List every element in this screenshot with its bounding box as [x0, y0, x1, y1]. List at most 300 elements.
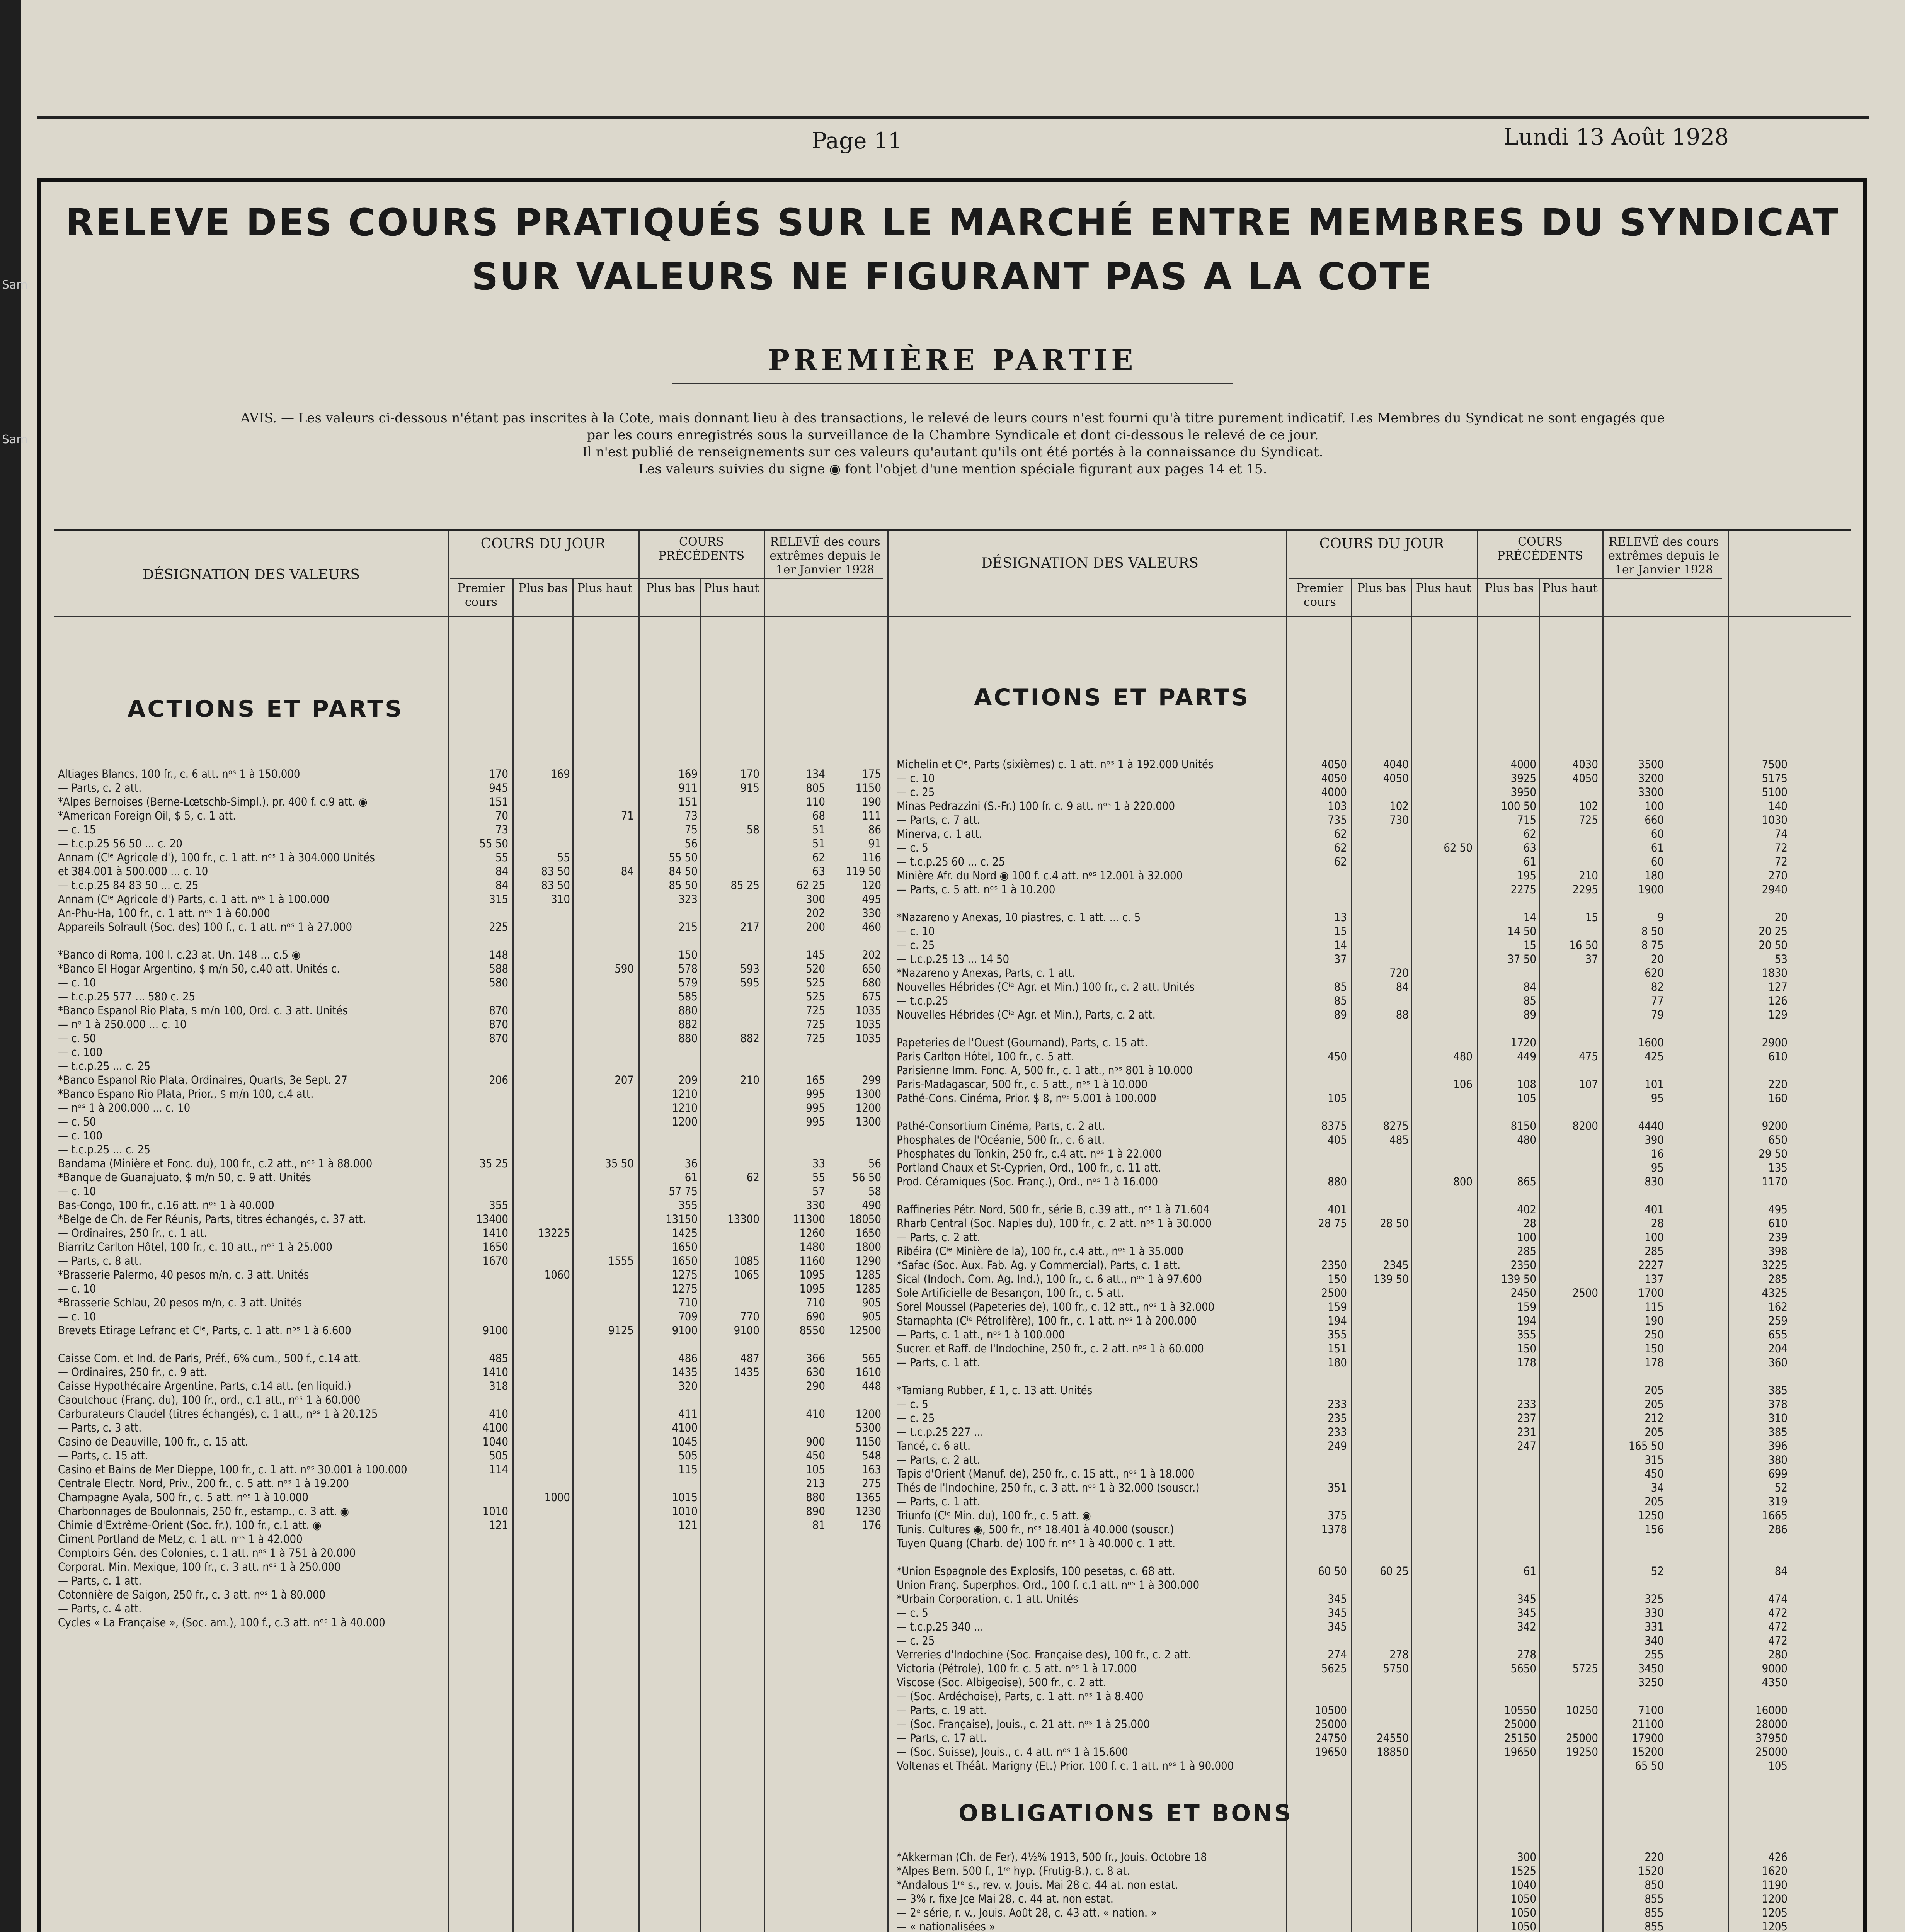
releve-bas-value: 17900 — [1632, 1731, 1664, 1745]
prec-bas-value: 215 — [678, 920, 698, 934]
releve-bas-value: 880 — [806, 1491, 825, 1504]
releve-haut-value: 1285 — [855, 1282, 881, 1295]
releve-haut-value: 126 — [1768, 994, 1788, 1007]
releve-haut-value: 111 — [862, 809, 881, 822]
premier-cours-value: 15 — [1334, 925, 1347, 938]
security-designation: Champagne Ayala, 500 fr., c. 5 att. nᵒˢ 1 à 10.000 — [58, 1491, 308, 1504]
premier-cours-value: 148 — [489, 948, 508, 961]
releve-bas-value: 150 — [1645, 1342, 1664, 1355]
releve-haut-value: 91 — [868, 837, 881, 850]
security-designation: — Parts, c. 5 att. nᵒˢ 1 à 10.200 — [897, 883, 1055, 896]
security-designation: — c. 50 — [58, 1032, 96, 1045]
prec-bas-value: 1210 — [672, 1101, 698, 1114]
releve-bas-value: 725 — [806, 1004, 825, 1017]
security-designation: — c. 100 — [58, 1046, 103, 1059]
prec-haut-value: 8200 — [1572, 1119, 1598, 1133]
premier-cours-value: 345 — [1328, 1592, 1347, 1605]
releve-bas-value: 3450 — [1638, 1662, 1664, 1675]
releve-bas-value: 330 — [806, 1199, 825, 1212]
releve-bas-value: 134 — [806, 767, 825, 781]
releve-bas-value: 115 — [1645, 1300, 1664, 1313]
releve-haut-value: 20 25 — [1759, 925, 1788, 938]
releve-haut-value: 1035 — [855, 1004, 881, 1017]
prec-bas-value: 14 — [1523, 911, 1536, 924]
releve-bas-value: 255 — [1645, 1648, 1664, 1661]
releve-bas-value: 3250 — [1638, 1676, 1664, 1689]
releve-haut-value: 163 — [862, 1463, 881, 1476]
security-designation: — « nationalisées » — [897, 1920, 996, 1932]
premier-cours-value: 945 — [489, 781, 508, 794]
table-row — [58, 878, 885, 892]
releve-bas-value: 450 — [806, 1449, 825, 1462]
premier-cours-value: 4050 — [1321, 758, 1347, 771]
releve-bas-value: 660 — [1645, 813, 1664, 827]
prec-bas-value: 1435 — [672, 1366, 698, 1379]
security-designation: — Parts, c. 8 att. — [58, 1254, 142, 1267]
plus-bas-value: 485 — [1389, 1133, 1409, 1146]
premier-cours-value: 345 — [1328, 1606, 1347, 1619]
security-designation: Verreries d'Indochine (Soc. Française des), 100 fr., c. 2 att. — [897, 1648, 1192, 1661]
releve-bas-value: 620 — [1645, 966, 1664, 980]
table-row — [58, 1560, 885, 1574]
releve-haut-value: 20 50 — [1759, 939, 1788, 952]
table-row — [897, 1892, 1847, 1906]
releve-haut-value: 127 — [1768, 980, 1788, 993]
prec-bas-value: 100 — [1517, 1231, 1536, 1244]
premier-cours-value: 62 — [1334, 827, 1347, 840]
releve-bas-value: 28 — [1651, 1217, 1664, 1230]
prec-bas-value: 1650 — [672, 1254, 698, 1267]
premier-cours-value: 1378 — [1321, 1523, 1347, 1536]
releve-haut-value: 29 50 — [1759, 1147, 1788, 1160]
releve-bas-value: 77 — [1651, 994, 1664, 1007]
premier-cours-value: 55 50 — [479, 837, 508, 850]
table-row — [58, 1017, 885, 1031]
premier-cours-value: 89 — [1334, 1008, 1347, 1021]
premier-cours-value: 170 — [489, 767, 508, 781]
releve-bas-value: 1520 — [1638, 1864, 1664, 1878]
prec-bas-value: 9100 — [672, 1324, 698, 1337]
releve-bas-value: 1900 — [1638, 883, 1664, 896]
security-designation: — nᵒ 1 à 250.000 ... c. 10 — [58, 1018, 187, 1031]
table-row — [58, 850, 885, 864]
prec-bas-value: 1720 — [1510, 1036, 1536, 1049]
premier-cours-value: 151 — [1328, 1342, 1347, 1355]
releve-haut-value: 116 — [862, 851, 881, 864]
prec-bas-value: 278 — [1517, 1648, 1536, 1661]
prec-bas-value: 911 — [678, 781, 698, 794]
security-designation: — c. 10 — [897, 772, 935, 785]
releve-haut-value: 7500 — [1762, 758, 1788, 771]
releve-bas-value: 340 — [1645, 1634, 1664, 1647]
plus-bas-value: 310 — [551, 893, 570, 906]
plus-haut-value: 84 — [621, 865, 634, 878]
table-row — [897, 1063, 1847, 1077]
security-designation: *Andalous 1ʳᵉ s., rev. v. Jouis. Mai 28 c. 44 at. non estat. — [897, 1878, 1178, 1891]
table-row — [897, 1119, 1847, 1133]
releve-haut-value: 1300 — [855, 1115, 881, 1128]
premier-cours-value: 410 — [489, 1407, 508, 1420]
releve-bas-value: 995 — [806, 1101, 825, 1114]
security-designation: — c. 5 — [897, 1398, 928, 1411]
premier-cours-value: 249 — [1328, 1439, 1347, 1452]
releve-haut-value: 330 — [862, 906, 881, 920]
table-row — [58, 1143, 885, 1156]
left-section-title: ACTIONS ET PARTS — [128, 696, 404, 723]
security-designation: Starnaphta (Cⁱᵉ Pétrolifère), 100 fr., c. 1 att. nᵒˢ 1 à 200.000 — [897, 1314, 1197, 1327]
releve-haut-value: 1290 — [855, 1254, 881, 1267]
releve-bas-value: 62 — [812, 851, 825, 864]
releve-bas-value: 60 — [1651, 827, 1664, 840]
table-row — [897, 841, 1847, 855]
premier-cours-value: 225 — [489, 920, 508, 934]
releve-haut-value: 650 — [862, 962, 881, 975]
table-row — [58, 892, 885, 906]
prec-bas-value: 209 — [678, 1073, 698, 1087]
security-designation: — c. 50 — [58, 1115, 96, 1128]
releve-haut-value: 565 — [862, 1352, 881, 1365]
premier-cours-value: 10500 — [1315, 1704, 1347, 1717]
security-designation: Prod. Céramiques (Soc. Franç.), Ord., nᵒˢ 1 à 16.000 — [897, 1175, 1158, 1188]
releve-haut-value: 119 50 — [846, 865, 881, 878]
table-row — [897, 910, 1847, 924]
security-designation: Raffineries Pétr. Nord, 500 fr., série B, c.39 att., nᵒˢ 1 à 71.604 — [897, 1203, 1210, 1216]
releve-bas-value: 630 — [806, 1366, 825, 1379]
table-row — [58, 906, 885, 920]
releve-bas-value: 855 — [1645, 1906, 1664, 1919]
table-row — [897, 1634, 1847, 1648]
releve-haut-value: 610 — [1768, 1050, 1788, 1063]
security-designation: — Parts, c. 2 att. — [897, 1231, 981, 1244]
table-row — [58, 1407, 885, 1421]
releve-bas-value: 330 — [1645, 1606, 1664, 1619]
security-designation: et 384.001 à 500.000 ... c. 10 — [58, 865, 208, 878]
releve-haut-value: 5175 — [1762, 772, 1788, 785]
plus-bas-value: 24550 — [1377, 1731, 1409, 1745]
prec-bas-value: 247 — [1517, 1439, 1536, 1452]
table-row — [897, 1147, 1847, 1161]
prec-bas-value: 231 — [1517, 1425, 1536, 1439]
table-row — [897, 1453, 1847, 1467]
releve-haut-value: 20 — [1774, 911, 1788, 924]
prec-haut-value: 170 — [740, 767, 759, 781]
releve-haut-value: 385 — [1768, 1425, 1788, 1439]
releve-bas-value: 3200 — [1638, 772, 1664, 785]
releve-haut-value: 1035 — [855, 1018, 881, 1031]
prec-bas-value: 2275 — [1510, 883, 1536, 896]
security-designation: Viscose (Soc. Albigeoise), 500 fr., c. 2 att. — [897, 1676, 1106, 1689]
prec-haut-value: 16 50 — [1569, 939, 1598, 952]
security-designation: Ribéira (Cⁱᵉ Minière de la), 100 fr., c.4 att., nᵒˢ 1 à 35.000 — [897, 1245, 1184, 1258]
releve-bas-value: 101 — [1645, 1078, 1664, 1091]
prec-bas-value: 1050 — [1510, 1920, 1536, 1932]
plus-bas-value: 1060 — [544, 1268, 570, 1281]
plus-bas-value: 84 — [1396, 980, 1409, 993]
releve-haut-value: 1170 — [1762, 1175, 1788, 1188]
releve-bas-value: 690 — [806, 1310, 825, 1323]
security-designation: *Alpes Bernoises (Berne-Lœtschb-Simpl.), pr. 400 f. c.9 att. ◉ — [58, 795, 368, 808]
security-designation: *Union Espagnole des Explosifs, 100 pesetas, c. 68 att. — [897, 1565, 1175, 1578]
releve-haut-value: 426 — [1768, 1850, 1788, 1864]
table-row — [897, 1342, 1847, 1355]
prec-bas-value: 55 50 — [669, 851, 698, 864]
prec-haut-value: 1085 — [734, 1254, 759, 1267]
prec-haut-value: 210 — [1579, 869, 1598, 882]
security-designation: — t.c.p.25 227 ... — [897, 1425, 984, 1439]
security-designation: — c. 10 — [58, 1282, 96, 1295]
releve-haut-value: 490 — [862, 1199, 881, 1212]
plus-bas-value: 13225 — [538, 1226, 570, 1240]
table-row — [897, 1425, 1847, 1439]
releve-bas-value: 34 — [1651, 1481, 1664, 1494]
releve-bas-value: 51 — [812, 823, 825, 836]
prec-bas-value: 355 — [1517, 1328, 1536, 1341]
security-designation: Paris-Madagascar, 500 fr., c. 5 att., nᵒˢ 1 à 10.000 — [897, 1078, 1148, 1091]
security-designation: *Safac (Soc. Aux. Fab. Ag. y Commercial), Parts, c. 1 att. — [897, 1259, 1181, 1272]
security-designation: *Banco Espano Rio Plata, Prior., $ m/n 100, c.4 att. — [58, 1087, 314, 1100]
prec-haut-value: 9100 — [734, 1324, 759, 1337]
security-designation: Tuyen Quang (Charb. de) 100 fr. nᵒˢ 1 à 40.000 c. 1 att. — [897, 1537, 1176, 1550]
table-row — [58, 1532, 885, 1546]
releve-haut-value: 3225 — [1762, 1259, 1788, 1272]
table-row — [58, 837, 885, 850]
table-row — [897, 1286, 1847, 1300]
prec-bas-value: 10550 — [1504, 1704, 1536, 1717]
security-designation: — Ordinaires, 250 fr., c. 1 att. — [58, 1226, 207, 1240]
premier-cours-value: 4050 — [1321, 772, 1347, 785]
premier-cours-value: 274 — [1328, 1648, 1347, 1661]
premier-cours-value: 315 — [489, 893, 508, 906]
table-row — [897, 1592, 1847, 1606]
notice-line: AVIS. — Les valeurs ci-dessous n'étant pas inscrites à la Cote, mais donnant lieu à des transactions, le relevé de leurs cours n'est fourni qu'à titre purement indicatif. Les Membres du Syndicat ne sont engagés que — [240, 410, 1665, 426]
table-row — [897, 771, 1847, 785]
table-row — [58, 1045, 885, 1059]
security-designation: Tapis d'Orient (Manuf. de), 250 fr., c. 15 att., nᵒˢ 1 à 18.000 — [897, 1467, 1195, 1480]
releve-bas-value: 20 — [1651, 952, 1664, 966]
prec-bas-value: 115 — [678, 1463, 698, 1476]
edge-label: Sam — [2, 278, 28, 292]
prec-bas-value: 150 — [1517, 1342, 1536, 1355]
prec-bas-value: 4000 — [1510, 758, 1536, 771]
releve-haut-value: 105 — [1768, 1759, 1788, 1772]
releve-haut-value: 52 — [1774, 1481, 1788, 1494]
header-sub-rule — [450, 578, 883, 579]
prec-bas-value: 4100 — [672, 1421, 698, 1434]
table-row — [58, 1226, 885, 1240]
premier-cours-value: 73 — [495, 823, 508, 836]
releve-bas-value: 1095 — [799, 1282, 825, 1295]
partie-rule — [672, 383, 1233, 384]
releve-haut-value: 176 — [862, 1519, 881, 1532]
premier-cours-value: 1670 — [482, 1254, 508, 1267]
table-row — [897, 1328, 1847, 1342]
table-row — [58, 1101, 885, 1115]
premier-cours-value: 1010 — [482, 1505, 508, 1518]
security-designation: — nᵒˢ 1 à 200.000 ... c. 10 — [58, 1101, 191, 1114]
releve-haut-value: 140 — [1768, 799, 1788, 813]
security-designation: Corporat. Min. Mexique, 100 fr., c. 3 att. nᵒˢ 1 à 250.000 — [58, 1560, 341, 1573]
table-row — [897, 1258, 1847, 1272]
prec-bas-value: 19650 — [1504, 1745, 1536, 1759]
prec-haut-value: 10250 — [1566, 1704, 1598, 1717]
security-designation: — c. 25 — [897, 1634, 935, 1647]
table-row — [897, 813, 1847, 827]
releve-haut-value: 175 — [862, 767, 881, 781]
releve-haut-value: 360 — [1768, 1356, 1788, 1369]
premier-cours-value: 580 — [489, 976, 508, 989]
center-rule — [887, 531, 889, 1932]
plus-bas-value: 83 50 — [541, 865, 570, 878]
prec-haut-value: 19250 — [1566, 1745, 1598, 1759]
table-row — [58, 1476, 885, 1490]
table-row — [897, 924, 1847, 938]
cours-jour-header: COURS DU JOUR — [1319, 536, 1444, 552]
table-row — [897, 1675, 1847, 1689]
prec-bas-value: 1015 — [672, 1491, 698, 1504]
prec-bas-value: 14 50 — [1507, 925, 1536, 938]
releve-bas-value: 525 — [806, 990, 825, 1003]
releve-bas-value: 15200 — [1632, 1745, 1664, 1759]
premier-cours-value: 1040 — [482, 1435, 508, 1448]
security-designation: *Belge de Ch. de Fer Réunis, Parts, titres échangés, c. 37 att. — [58, 1213, 366, 1226]
prec-bas-value: 75 — [684, 823, 698, 836]
releve-haut-value: 680 — [862, 976, 881, 989]
table-row — [897, 1175, 1847, 1189]
premier-cours-value: 318 — [489, 1379, 508, 1393]
prec-haut-value: 915 — [740, 781, 759, 794]
obligations-section-title: OBLIGATIONS ET BONS — [958, 1800, 1293, 1827]
prec-haut-header: Plus haut — [704, 582, 759, 595]
table-row — [897, 1564, 1847, 1578]
releve-haut-value: 120 — [862, 879, 881, 892]
releve-haut-value: 5300 — [855, 1421, 881, 1434]
security-designation: *Nazareno y Anexas, 10 piastres, c. 1 att. ... c. 5 — [897, 911, 1141, 924]
releve-haut-value: 202 — [862, 948, 881, 961]
prec-bas-value: 8150 — [1510, 1119, 1536, 1133]
prec-bas-value: 880 — [678, 1004, 698, 1017]
security-designation: Charbonnages de Boulonnais, 250 fr., estamp., c. 3 att. ◉ — [58, 1505, 349, 1518]
releve-bas-value: 830 — [1645, 1175, 1664, 1188]
releve-haut-value: 1230 — [855, 1505, 881, 1518]
premier-cours-value: 870 — [489, 1032, 508, 1045]
prec-bas-value: 13150 — [666, 1213, 698, 1226]
right-section-title: ACTIONS ET PARTS — [974, 684, 1250, 711]
prec-bas-value: 2450 — [1510, 1286, 1536, 1299]
security-designation: Altiages Blancs, 100 fr., c. 6 att. nᵒˢ 1 à 150.000 — [58, 767, 300, 781]
security-designation: Caisse Com. et Ind. de Paris, Préf., 6% cum., 500 f., c.14 att. — [58, 1352, 361, 1365]
table-row — [897, 1161, 1847, 1175]
releve-bas-value: 850 — [1645, 1878, 1664, 1891]
prec-bas-value: 89 — [1523, 1008, 1536, 1021]
releve-bas-value: 21100 — [1632, 1718, 1664, 1731]
releve-bas-value: 1700 — [1638, 1286, 1664, 1299]
premier-cours-value: 1650 — [482, 1240, 508, 1253]
releve-bas-value: 60 — [1651, 855, 1664, 868]
releve-haut-value: 56 50 — [852, 1171, 881, 1184]
security-designation: Cycles « La Française », (Soc. am.), 100 f., c.3 att. nᵒˢ 1 à 40.000 — [58, 1616, 385, 1629]
prec-haut-value: 593 — [740, 962, 759, 975]
premier-cours-value: 25000 — [1315, 1718, 1347, 1731]
security-designation: Pathé-Consortium Cinéma, Parts, c. 2 att. — [897, 1119, 1105, 1133]
security-designation: Sorel Moussel (Papeteries de), 100 fr., c. 12 att., nᵒˢ 1 à 32.000 — [897, 1300, 1215, 1313]
releve-haut-value: 1205 — [1762, 1906, 1788, 1919]
releve-bas-value: 725 — [806, 1032, 825, 1045]
releve-haut-value: 160 — [1768, 1092, 1788, 1105]
table-row — [897, 1091, 1847, 1105]
plus-haut-value: 207 — [615, 1073, 634, 1087]
security-designation: Voltenas et Théât. Marigny (Et.) Prior. 100 f. c. 1 att. nᵒˢ 1 à 90.000 — [897, 1759, 1234, 1772]
plus-bas-value: 18850 — [1377, 1745, 1409, 1759]
security-designation: Appareils Solrault (Soc. des) 100 f., c. 1 att. nᵒˢ 1 à 27.000 — [58, 920, 352, 934]
security-designation: — Parts, c. 1 att. — [897, 1356, 981, 1369]
designation-header: DÉSIGNATION DES VALEURS — [142, 567, 360, 583]
releve-haut-value: 270 — [1768, 869, 1788, 882]
header-bottom-rule — [54, 616, 1851, 617]
table-row — [58, 1212, 885, 1226]
security-designation: *Brasserie Palermo, 40 pesos m/n, c. 3 att. Unités — [58, 1268, 309, 1281]
table-row — [897, 1920, 1847, 1932]
obligations-table-body — [897, 1850, 1847, 1932]
security-designation: Comptoirs Gén. des Colonies, c. 1 att. nᵒˢ 1 à 751 à 20.000 — [58, 1546, 356, 1560]
table-row — [897, 1703, 1847, 1717]
releve-haut-value: 2940 — [1762, 883, 1788, 896]
prec-bas-value: 1050 — [1510, 1892, 1536, 1905]
releve-haut-value: 1365 — [855, 1491, 881, 1504]
premier-cours-value: 1410 — [482, 1226, 508, 1240]
security-designation: Brevets Etirage Lefranc et Cⁱᵉ, Parts, c. 1 att. nᵒˢ 1 à 6.600 — [58, 1324, 351, 1337]
releve-bas-value: 55 — [812, 1171, 825, 1184]
premier-cours-value: 28 75 — [1318, 1217, 1347, 1230]
releve-bas-value: 65 50 — [1635, 1759, 1664, 1772]
prec-bas-value: 342 — [1517, 1620, 1536, 1633]
plus-bas-value: 730 — [1389, 813, 1409, 827]
prec-bas-value: 25150 — [1504, 1731, 1536, 1745]
releve-haut-value: 905 — [862, 1296, 881, 1309]
table-row — [897, 827, 1847, 841]
security-designation: *Tamiang Rubber, £ 1, c. 13 att. Unités — [897, 1384, 1093, 1397]
releve-haut-value: 2900 — [1762, 1036, 1788, 1049]
security-designation: Sucrer. et Raff. de l'Indochine, 250 fr., c. 2 att. nᵒˢ 1 à 60.000 — [897, 1342, 1204, 1355]
prec-bas-value: 880 — [678, 1032, 698, 1045]
header-rule — [37, 116, 1869, 119]
premier-cours-value: 14 — [1334, 939, 1347, 952]
security-designation: Thés de l'Indochine, 250 fr., c. 3 att. nᵒˢ 1 à 32.000 (souscr.) — [897, 1481, 1200, 1494]
table-row — [897, 855, 1847, 869]
releve-bas-value: 205 — [1645, 1384, 1664, 1397]
security-designation: *Alpes Bern. 500 f., 1ʳᵉ hyp. (Frutig-B.), c. 8 at. — [897, 1864, 1130, 1878]
table-row — [58, 781, 885, 795]
prec-bas-value: 1425 — [672, 1226, 698, 1240]
releve-bas-value: 1480 — [799, 1240, 825, 1253]
releve-bas-value: 250 — [1645, 1328, 1664, 1341]
cours-jour-header: COURS DU JOUR — [480, 536, 606, 552]
table-row — [58, 1129, 885, 1143]
security-designation: Ciment Portland de Metz, c. 1 att. nᵒˢ 1 à 42.000 — [58, 1532, 303, 1546]
table-row — [897, 952, 1847, 966]
releve-bas-value: 366 — [806, 1352, 825, 1365]
releve-haut-value: 286 — [1768, 1523, 1788, 1536]
premier-cours-value: 588 — [489, 962, 508, 975]
prec-haut-value: 37 — [1585, 952, 1598, 966]
prec-bas-value: 100 50 — [1501, 799, 1536, 813]
security-designation: — Ordinaires, 250 fr., c. 9 att. — [58, 1366, 207, 1379]
security-designation: — 3% r. fixe Jce Mai 28, c. 44 at. non estat. — [897, 1892, 1114, 1905]
releve-bas-value: 95 — [1651, 1092, 1664, 1105]
table-row — [897, 1314, 1847, 1328]
releve-bas-value: 300 — [806, 893, 825, 906]
table-row — [58, 920, 885, 934]
prec-bas-value: 57 75 — [669, 1185, 698, 1198]
